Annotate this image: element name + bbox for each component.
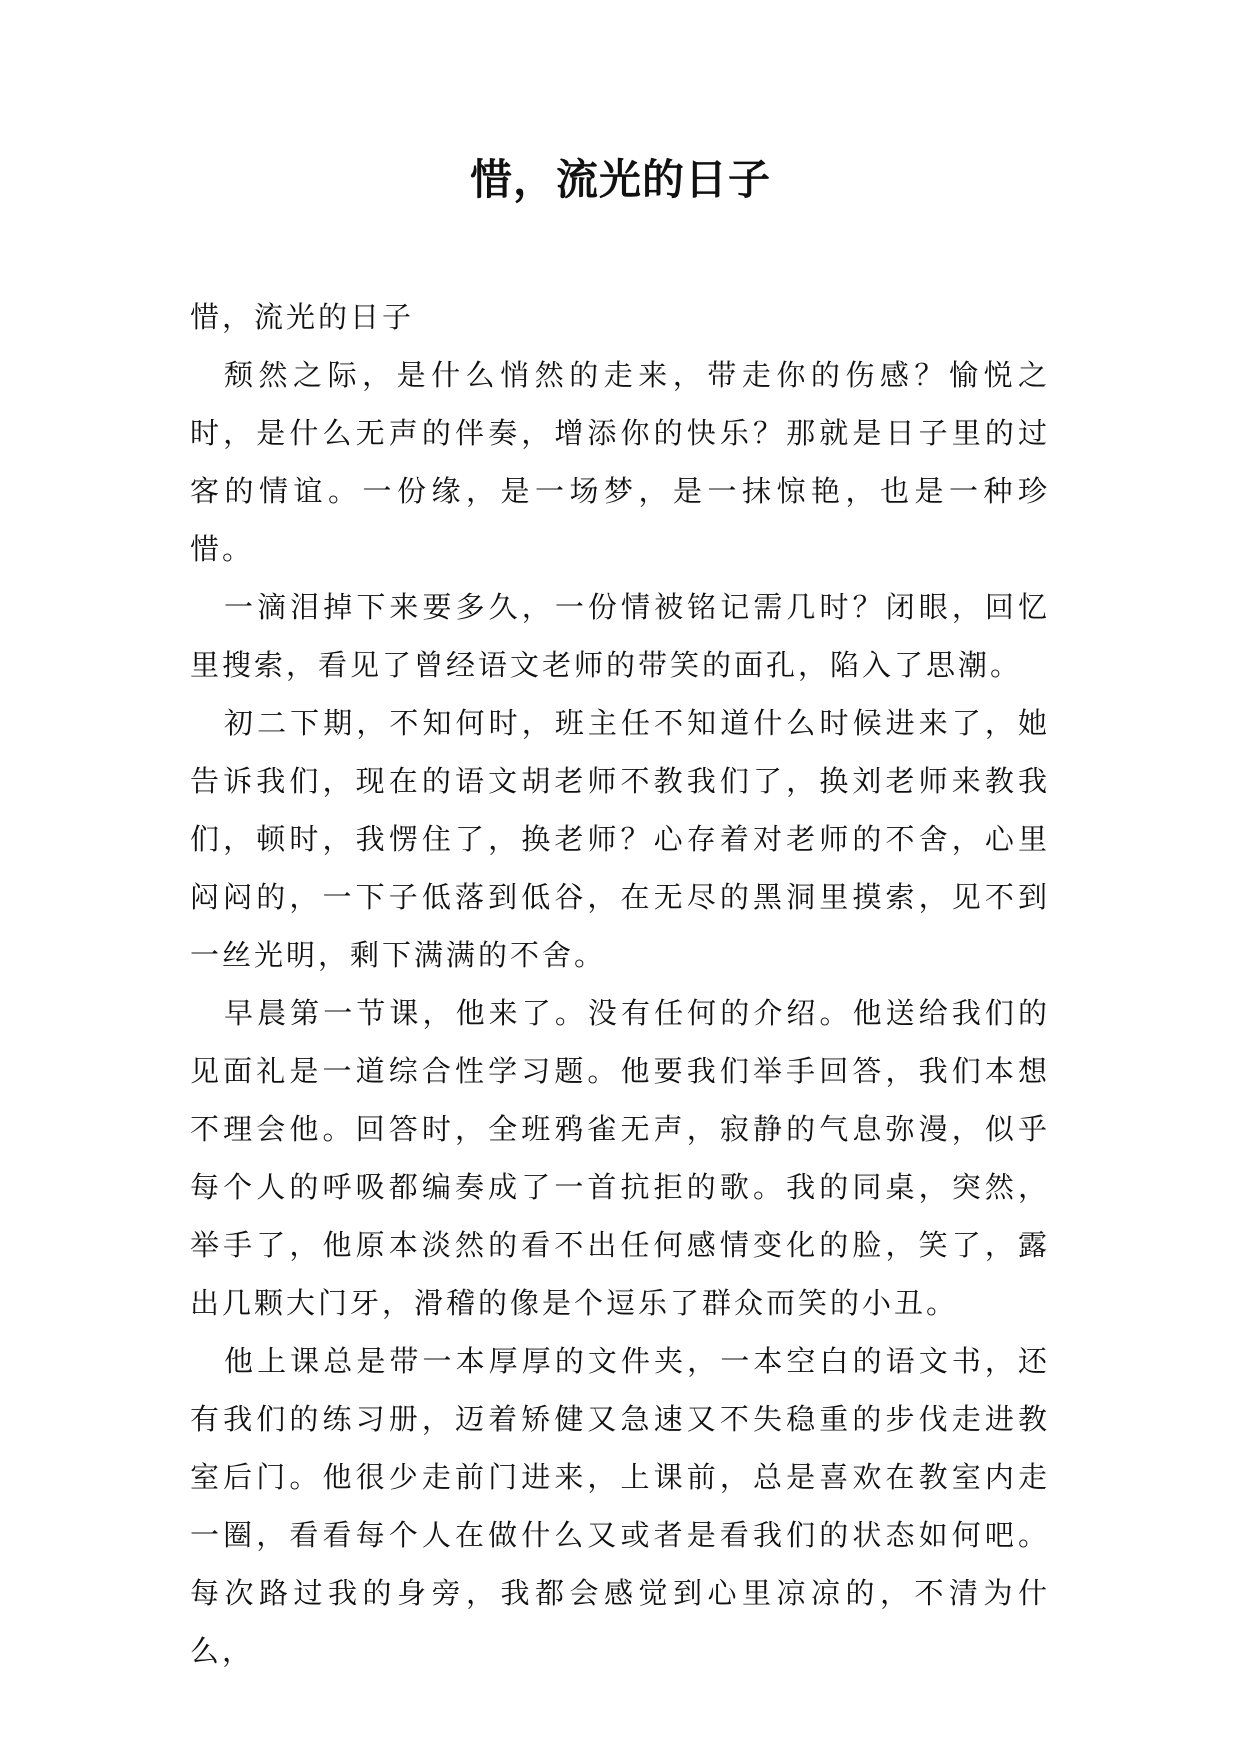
paragraph: 初二下期，不知何时，班主任不知道什么时候进来了，她告诉我们，现在的语文胡老师不教我们了，换刘老师来教我们，顿时，我愣住了，换老师？心存着对老师的不舍，心里闷闷的，一下子低落到低谷，在无尽的黑洞里摸索，见不到一丝光明，剩下满满的不舍。 (190, 706, 1050, 972)
paragraph: 颓然之际，是什么悄然的走来，带走你的伤感？愉悦之时，是什么无声的伴奏，增添你的快乐？那就是日子里的过客的情谊。一份缘，是一场梦，是一抹惊艳，也是一种珍惜。 (190, 358, 1050, 566)
document-body (190, 288, 1050, 1680)
paragraph: 他上课总是带一本厚厚的文件夹，一本空白的语文书，还有我们的练习册，迈着矫健又急速又不失稳重的步伐走进教室后门。他很少走前门进来，上课前，总是喜欢在教室内走一圈，看看每个人在做什么又或者是看我们的状态如何吧。每次路过我的身旁，我都会感觉到心里凉凉的，不清为什么， (190, 1344, 1050, 1668)
document-title: 惜，流光的日子 (469, 155, 771, 204)
paragraph: 早晨第一节课，他来了。没有任何的介绍。他送给我们的见面礼是一道综合性学习题。他要我们举手回答，我们本想不理会他。回答时，全班鸦雀无声，寂静的气息弥漫，似乎每个人的呼吸都编奏成了一首抗拒的歌。我的同桌，突然，举手了，他原本淡然的看不出任何感情变化的脸，笑了，露出几颗大门牙，滑稽的像是个逗乐了群众而笑的小丑。 (190, 996, 1050, 1320)
paragraph: 一滴泪掉下来要多久，一份情被铭记需几时？闭眼，回忆里搜索，看见了曾经语文老师的带笑的面孔，陷入了思潮。 (190, 590, 1050, 682)
paragraph-heading: 惜，流光的日子 (190, 300, 415, 334)
